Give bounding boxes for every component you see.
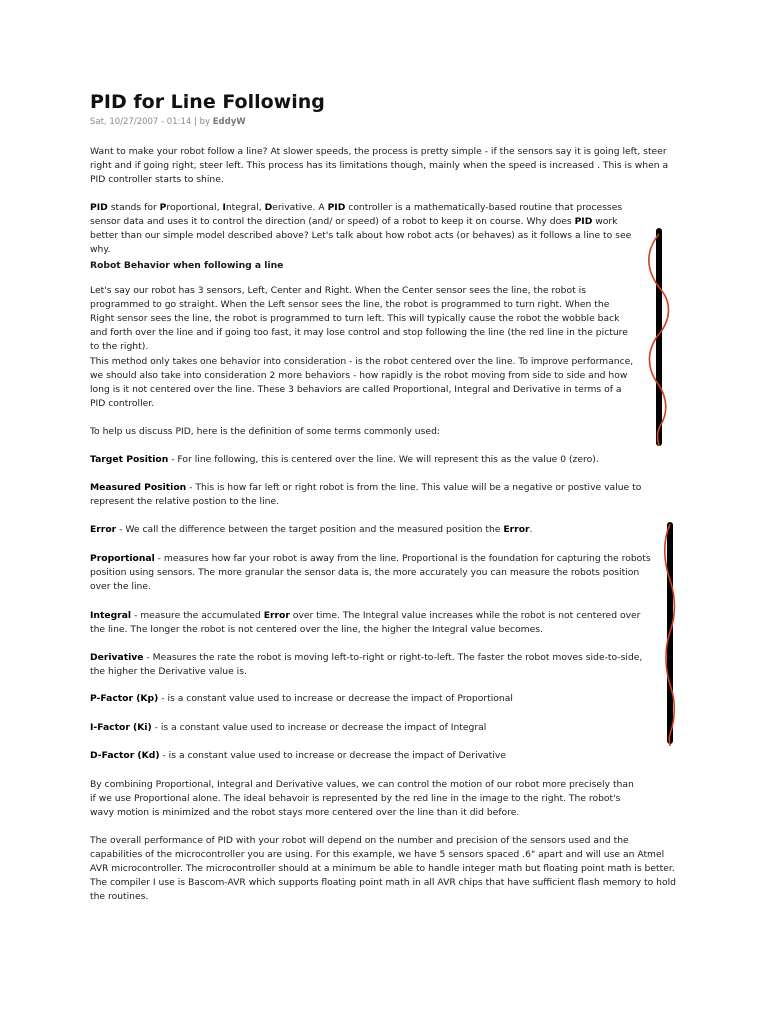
behavior-paragraph: Let's say our robot has 3 sensors, Left, Center and Right. When the Center sensor sees the line, the robot is programmed to go straight. When the Left sensor sees the line, the robot is programmed to turn right. When the Right sensor sees the line, the robot is programmed to turn left. This will typically cause the robot the wobble back and forth over the line and if going too fast, it may lose control and stop following the line (the red line in the picture to the right). bbox=[90, 285, 628, 352]
method-paragraph: This method only takes one behavior into consideration - is the robot centered over the line. To improve performance, we should also take into consideration 2 more behaviors - how rapidly is the robot moving from side to side and how long is it not centered over the line. These 3 behaviors are called Proportional, Integral and Derivative in terms of a PID controller. bbox=[90, 356, 634, 409]
post-date: Sat, 10/27/2007 - 01:14 bbox=[90, 117, 192, 127]
post-meta bbox=[90, 116, 672, 128]
article bbox=[90, 90, 672, 128]
term-d-factor: D-Factor (Kd) - is a constant value used to increase or decrease the impact of Derivative bbox=[90, 750, 506, 761]
section-heading: Robot Behavior when following a line bbox=[90, 260, 284, 271]
performance-paragraph: The overall performance of PID with your robot will depend on the number and precision of the sensors used and the capabilities of the microcontroller you are using. For this example, we have 5 sensors spaced .6" apart and will use an Atmel AVR microcontroller. The microcontroller should at a minimum be able to handle integer math but floating point math is better. The compiler I use is Bascom-AVR which supports floating point math in all AVR chips that have sufficient flash memory to hold the routines. bbox=[90, 835, 677, 902]
term-error: Error - We call the difference between the target position and the measured position the Error. bbox=[90, 524, 533, 535]
term-measured-position: Measured Position - This is how far left or right robot is from the line. This value will be a negative or postive value to represent the relative postion to the line. bbox=[90, 482, 642, 507]
pid-definition-paragraph: PID stands for Proportional, Integral, Derivative. A PID controller is a mathematically-based routine that processes sensor data and uses it to control the direction (and/ or speed) of a robot to keep it on course. Why does PID work better than our simple model described above? Let's talk about how robot acts (or behaves) as it follows a line to see why. bbox=[90, 202, 632, 255]
intro-paragraph: Want to make your robot follow a line? At slower speeds, the process is pretty simple - if the sensors say it is going left, steer right and if going right, steer left. This process has its limitations though, mainly when the speed is increased . This is when a PID controller starts to shine. bbox=[90, 146, 669, 185]
wobble-figure bbox=[640, 226, 685, 448]
term-p-factor: P-Factor (Kp) - is a constant value used to increase or decrease the impact of Proportional bbox=[90, 693, 513, 704]
page-title: PID for Line Following bbox=[90, 91, 325, 113]
combining-paragraph: By combining Proportional, Integral and Derivative values, we can control the motion of our robot more precisely than if we use Proportional alone. The ideal behavoir is represented by the red line in the image to the right. The robot's wavy motion is minimized and the robot stays more centered over the line than it did before. bbox=[90, 779, 634, 818]
term-integral: Integral - measure the accumulated Error over time. The Integral value increases while the robot is not centered over the line. The longer the robot is not centered over the line, the higher the Integral value becomes. bbox=[90, 610, 641, 635]
meta-separator: | by bbox=[194, 117, 211, 127]
term-proportional: Proportional - measures how far your robot is away from the line. Proportional is the foundation for capturing the robots position using sensors. The more granular the sensor data is, the more accurately you can measure the robots position over the line. bbox=[90, 553, 651, 592]
term-target-position: Target Position - For line following, this is centered over the line. We will represent this as the value 0 (zero). bbox=[90, 454, 599, 465]
pid-figure bbox=[655, 520, 690, 746]
post-author[interactable]: EddyW bbox=[212, 117, 246, 127]
terms-intro: To help us discuss PID, here is the definition of some terms commonly used: bbox=[90, 426, 441, 437]
term-i-factor: I-Factor (Ki) - is a constant value used to increase or decrease the impact of Integral bbox=[90, 722, 487, 733]
term-derivative: Derivative - Measures the rate the robot is moving left-to-right or right-to-left. The faster the robot moves side-to-side, the higher the Derivative value is. bbox=[90, 652, 643, 677]
